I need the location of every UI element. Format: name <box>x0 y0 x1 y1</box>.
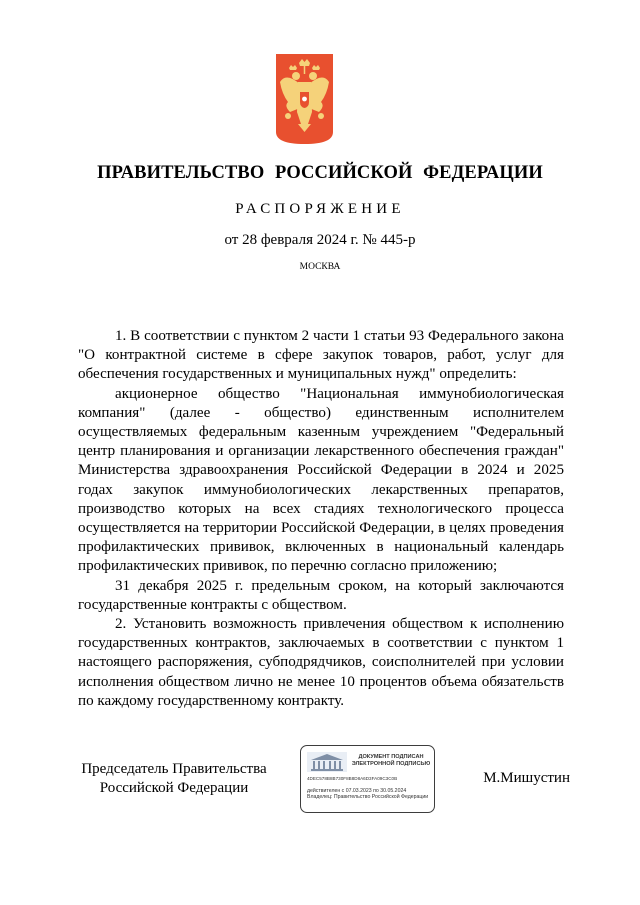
coat-of-arms-icon <box>276 54 333 144</box>
stamp-heading-line1: ДОКУМЕНТ ПОДПИСАН <box>358 754 424 760</box>
paragraph-3: 31 декабря 2025 г. предельным сроком, на который заключаются государственные контракты с обществом. <box>78 577 564 613</box>
document-type: РАСПОРЯЖЕНИЕ <box>235 201 405 217</box>
paragraph-4: 2. Установить возможность привлечения обществом к исполнению государственных контрактов, заключаемых в соответствии с пунктом 1 настоящего распоряжения, субподрядчиков, соисполнителей при условии исполнения обществом лично не менее 10 процентов объема обязательств по каждому государственному контракту. <box>78 616 564 709</box>
document-city: МОСКВА <box>299 262 341 272</box>
stamp-validity <box>307 788 433 801</box>
electronic-signature-stamp <box>300 745 435 813</box>
stamp-heading <box>349 754 433 768</box>
paragraph-1: 1. В соответствии с пунктом 2 части 1 статьи 93 Федерального закона "О контрактной системе в сфере закупок товаров, работ, услуг для обеспечения государственных и муниципальных нужд" определить: <box>78 328 564 383</box>
government-title: ПРАВИТЕЛЬСТВО РОССИЙСКОЙ ФЕДЕРАЦИИ <box>97 163 543 183</box>
government-building-icon <box>307 752 347 772</box>
stamp-certificate-serial: 4DEC578B8B730F8B8D8A6D3FA09C3C0B <box>307 776 398 781</box>
stamp-owner: Владелец: Правительство Российской Федерации <box>307 794 429 801</box>
signatory-title <box>60 760 288 798</box>
document-date-number: от 28 февраля 2024 г. № 445-р <box>224 232 416 248</box>
stamp-heading-line2: ЭЛЕКТРОННОЙ ПОДПИСЬЮ <box>351 761 431 767</box>
paragraph-2: акционерное общество "Национальная иммунобиологическая компания" (далее - общество) единственным исполнителем осуществляемых федеральным казенным учреждением "Федеральный центр планирования и организации лекарственного обеспечения граждан" Министерства здравоохранения Российской Федерации в 2024 и 2025 годах закупок иммунобиологических лекарственных препаратов, производство которых на всех стадиях технологического процесса осуществляется на территории Российской Федерации, в целях проведения профилактических прививок, включенных в национальный календарь профилактических прививок, по перечню согласно приложению; <box>78 385 564 575</box>
signatory-title-line2: Российской Федерации <box>99 780 249 796</box>
signatory-name: М.Мишустин <box>483 770 570 786</box>
signatory-title-line1: Председатель Правительства <box>81 761 267 777</box>
stamp-valid-period: действителен с 07.03.2023 по 30.05.2024 <box>307 788 407 794</box>
document-body <box>78 327 564 711</box>
